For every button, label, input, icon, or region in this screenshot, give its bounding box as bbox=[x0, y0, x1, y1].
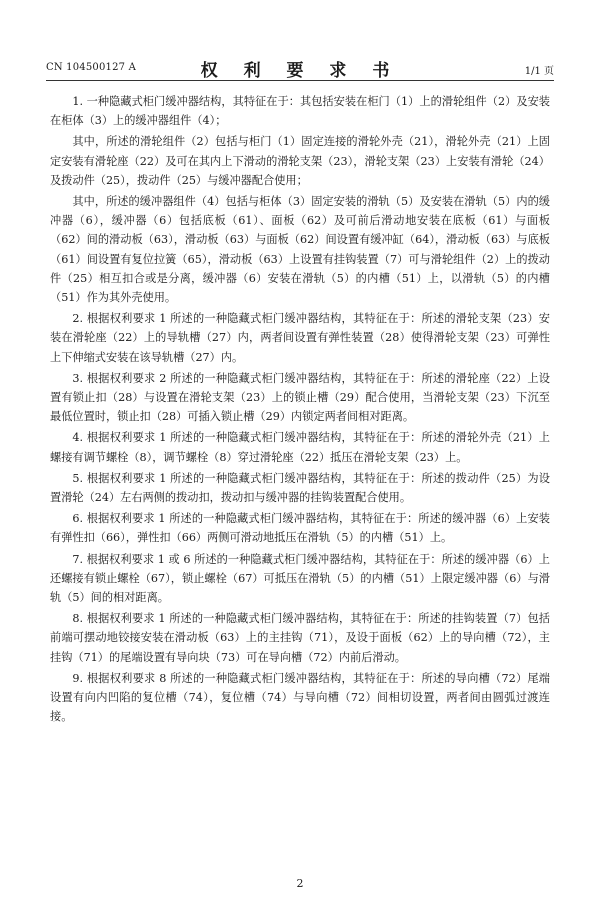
claim-paragraph: 9. 根据权利要求 8 所述的一种隐藏式柜门缓冲器结构，其特征在于：所述的导向槽（72）尾端设置有向内凹陷的复位槽（74），复位槽（74）与导向槽（72）间相切设置，两者间由圆弧过渡连接。 bbox=[50, 671, 550, 724]
page-title: 权 利 要 求 书 bbox=[200, 61, 400, 81]
claim-paragraph: 4. 根据权利要求 1 所述的一种隐藏式柜门缓冲器结构，其特征在于：所述的滑轮外壳（21）上螺接有调节螺栓（8），调节螺栓（8）穿过滑轮座（22）抵压在滑轮支架（23）上。 bbox=[50, 431, 550, 464]
page-header bbox=[46, 56, 554, 81]
claims-body bbox=[50, 92, 550, 729]
claim-paragraph: 5. 根据权利要求 1 所述的一种隐藏式柜门缓冲器结构，其特征在于：所述的拨动件（25）为设置滑轮（24）左右两侧的拨动扣，拨动扣与缓冲器的挂钩装置配合使用。 bbox=[50, 471, 550, 505]
page-number: 2 bbox=[296, 877, 304, 890]
claim-paragraph: 其中，所述的缓冲器组件（4）包括与柜体（3）固定安装的滑轨（5）及安装在滑轨（5）内的缓冲器（6），缓冲器（6）包括底板（61）、面板（62）及可前后滑动地安装在底板（61）与面板（62）间的滑动板（63），滑动板（63）与面板（62）间设置有缓冲缸（64），滑动板（63）与底板（61）间设置有复位拉簧（65），滑动板（63）上设置有挂钩装置（7）可与滑轮组件（2）上的拨动件（25）相互扣合或是分离，缓冲器（6）安装在滑轨（5）的内槽（51）上，以滑轨（5）的内槽（51）作为其外壳使用。 bbox=[50, 195, 550, 305]
claim-paragraph: 2. 根据权利要求 1 所述的一种隐藏式柜门缓冲器结构，其特征在于：所述的滑轮支架（23）安装在滑轮座（22）上的导轨槽（27）内，两者间设置有弹性装置（28）使得滑轮支架（23）可弹性上下伸缩式安装在该导轨槽（27）内。 bbox=[50, 312, 550, 364]
page-indicator: 1/1 页 bbox=[524, 66, 554, 77]
claim-paragraph: 3. 根据权利要求 2 所述的一种隐藏式柜门缓冲器结构，其特征在于：所述的滑轮座（22）上设置有锁止扣（28）与设置在滑轮支架（23）上的锁止槽（29）配合使用，当滑轮支架（23）下沉至最低位置时，锁止扣（28）可插入锁止槽（29）内锁定两者间相对距离。 bbox=[50, 371, 550, 424]
claim-paragraph: 8. 根据权利要求 1 所述的一种隐藏式柜门缓冲器结构，其特征在于：所述的挂钩装置（7）包括前端可摆动地铰接安装在滑动板（63）上的主挂钩（71），及设于面板（62）上的导向槽（72），主挂钩（71）的尾端设置有导向块（73）可在导向槽（72）内前后滑动。 bbox=[50, 612, 550, 664]
claim-paragraph: 1. 一种隐藏式柜门缓冲器结构，其特征在于：其包括安装在柜门（1）上的滑轮组件（2）及安装在柜体（3）上的缓冲器组件（4）； bbox=[50, 95, 550, 128]
claim-paragraph: 7. 根据权利要求 1 或 6 所述的一种隐藏式柜门缓冲器结构，其特征在于：所述的缓冲器（6）上还螺接有锁止螺栓（67），锁止螺栓（67）可抵压在滑轨（5）的内槽（51）上限定缓冲器（6）与滑轨（5）间的相对距离。 bbox=[50, 552, 550, 605]
claim-paragraph: 6. 根据权利要求 1 所述的一种隐藏式柜门缓冲器结构，其特征在于：所述的缓冲器（6）上安装有弹性扣（66），弹性扣（66）两侧可滑动地抵压在滑轨（5）的内槽（51）上。 bbox=[50, 512, 550, 545]
claim-paragraph: 其中，所述的滑轮组件（2）包括与柜门（1）固定连接的滑轮外壳（21），滑轮外壳（21）上固定安装有滑轮座（22）及可在其内上下滑动的滑轮支架（23），滑轮支架（23）上安装有滑轮（24）及拨动件（25），拨动件（25）与缓冲器配合使用； bbox=[50, 135, 550, 187]
document-number: CN 104500127 A bbox=[46, 62, 137, 73]
header-divider bbox=[46, 80, 554, 81]
